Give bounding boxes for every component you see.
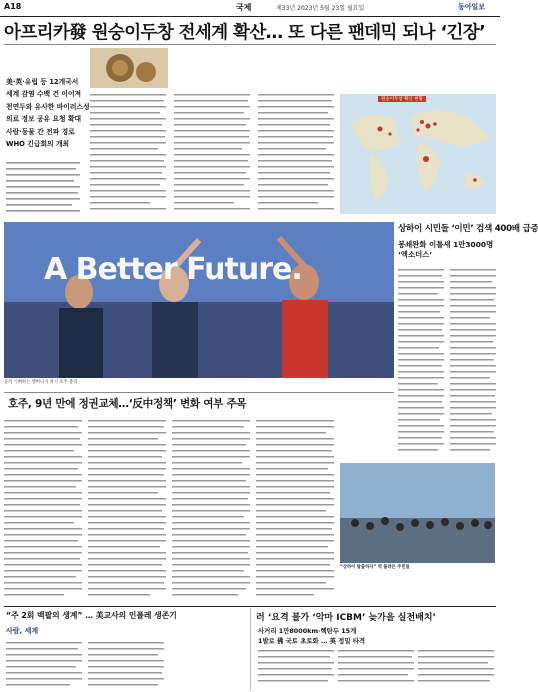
story-headline: 상하이 시민들 ‘이민’ 검색 400배 급증 (398, 224, 538, 234)
world-map-icon (340, 94, 496, 214)
divider (4, 44, 496, 45)
bottom-left-headline: “주 2회 백팔의 생계” … 美교사의 인플레 생존기 (6, 611, 177, 620)
virus-image (90, 48, 168, 88)
outbreak-map (340, 94, 496, 214)
lead-line: 의료 정보 공유 요청 확대 (6, 115, 82, 124)
page-header (0, 0, 500, 17)
shanghai-photo (340, 463, 495, 563)
section-kicker: 사람, 세계 (6, 627, 39, 635)
bottom-right-body (258, 648, 496, 688)
lead-line: 美·英·유럽 등 12개국서 (6, 78, 79, 86)
lead-line: 세계 감염 수백 건 이어져 (6, 90, 82, 99)
lead-line: 사람·동물 간 전파 경로 (6, 127, 75, 136)
article-body (6, 160, 82, 216)
bottom-right-subhead: 1발로 佛 국토 초토화 … 英 정밀 타격 (258, 637, 366, 645)
bottom-left-body (6, 640, 166, 688)
shanghai-story (398, 222, 538, 234)
lead-summary (6, 76, 90, 150)
virus-illustration-icon (90, 48, 168, 88)
newspaper-name: 동아일보 (458, 3, 486, 11)
lead-line: WHO 긴급회의 개최 (6, 139, 70, 148)
page-number: A18 (4, 2, 22, 11)
lead-line: 천연두와 유사한 바이러스성 (6, 102, 90, 111)
crowd-station-icon (340, 463, 495, 563)
article-columns (90, 92, 336, 216)
section-headline: 호주, 9년 만에 정권교체…‘反中정책’ 변화 여부 주목 (8, 398, 247, 410)
election-photo (4, 222, 394, 378)
shanghai-article-body (398, 265, 496, 460)
bottom-right-subhead: 사거리 1만8000km·핵탄두 15개 (258, 627, 357, 635)
divider (250, 608, 251, 690)
issue-date: 제33년 2023년 5월 23일 월요일 (276, 5, 365, 12)
photo-banner-text: A Better Future. (44, 252, 302, 287)
crowd-photo-icon (4, 222, 394, 378)
australia-article-body (4, 416, 336, 604)
section-label: 국제 (236, 3, 252, 12)
map-title: 원숭이두창 확산 현황 (378, 96, 426, 102)
divider (4, 606, 496, 607)
story-subheadline: 봉쇄완화 이틀새 1만3000명 ‘엑소더스’ (398, 240, 494, 259)
divider (4, 392, 394, 393)
bottom-right-headline: 러 ‘요격 불가 ‘악마 ICBM’ 늦가을 실전배치’ (256, 613, 436, 623)
photo-caption: 승리 기뻐하는 앨버니지 차기 호주 총리 (4, 380, 78, 385)
photo-caption: “상하이 탈출하자” 역 몰려든 주민들 (340, 565, 410, 570)
page-title: 아프리카發 원숭이두창 전세계 확산… 또 다른 팬데믹 되나 ‘긴장’ (4, 23, 486, 43)
